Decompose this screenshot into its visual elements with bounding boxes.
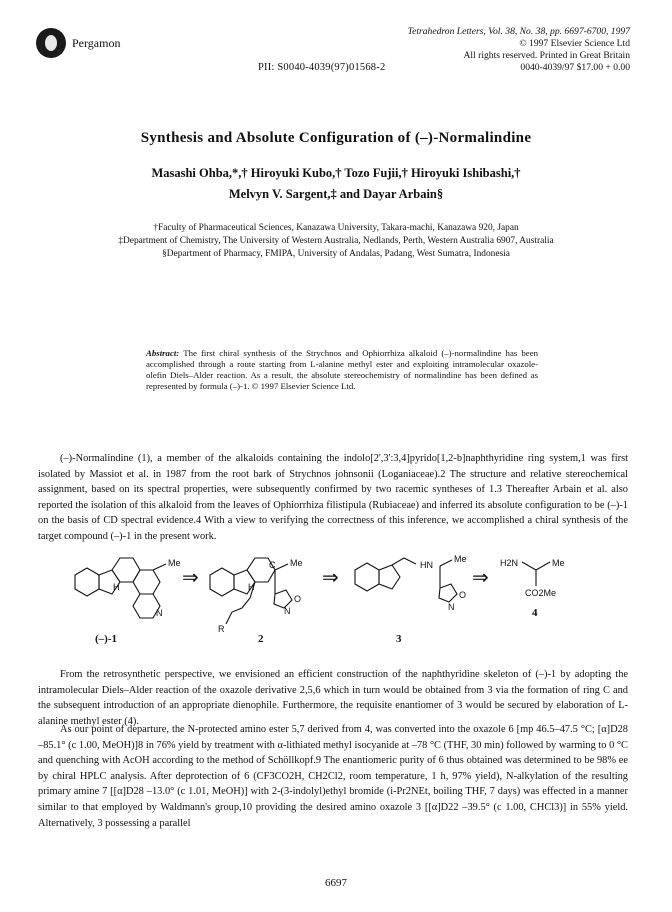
atom-label: R: [218, 624, 225, 634]
journal-line: Tetrahedron Letters, Vol. 38, No. 38, pp. 6697-6700, 1997: [407, 26, 630, 37]
author-list: [0, 163, 672, 205]
retro-arrow: ⇒: [182, 567, 199, 589]
publisher-name: Pergamon: [72, 36, 121, 50]
atom-label: H2N: [500, 558, 519, 568]
atom-label: H: [248, 582, 255, 592]
pii: PII: S0040-4039(97)01568-2: [258, 62, 386, 73]
affiliation: §Department of Pharmacy, FMIPA, University of Andalas, Padang, West Sumatra, Indonesia: [162, 249, 510, 259]
article-title: Synthesis and Absolute Configuration of (–)-Normalindine: [140, 130, 532, 146]
structure-3: [355, 558, 457, 602]
atom-label: N: [448, 602, 455, 612]
retro-arrow: ⇒: [322, 567, 339, 589]
atom-label: O: [459, 590, 467, 600]
retro-arrow: ⇒: [472, 567, 489, 589]
atom-label: Me: [454, 554, 467, 564]
affiliations: [0, 222, 672, 261]
compound-label: 4: [532, 607, 538, 619]
page-number: 6697: [325, 877, 347, 889]
intro-paragraph: (–)-Normalindine (1), a member of the alkaloids containing the indolo[2',3':3,4]pyrido[1,2-b]naphthyridine ring system,1 was first isolated by Massiot et al. in 1987 from the root bark of Strychnos johnsonii (Loganiaceae).2 The structure and relative stereochemical assignment, based on its spectral properties, were subsequently confirmed by two racemic syntheses of 1.3 Thereafter Arbain et al. also reported the isolation of this alkaloid from the leaves of Ophiorrhiza filistipula (Rubiaceae) and inferred its absolute configuration to be (–)-1 on the basis of CD spectral evidence.4 With a view to verifying the correctness of this inference, we accomplished a chiral synthesis of the target compound (–)-1 in the present work.: [38, 453, 628, 542]
atom-label: N: [284, 606, 291, 616]
structure-1: [75, 558, 166, 618]
atom-label: O: [294, 594, 302, 604]
pergamon-logo: [36, 28, 66, 58]
compound-label: 2: [258, 633, 264, 645]
atom-label: CO2Me: [525, 588, 557, 598]
atom-label: HN: [420, 560, 433, 570]
atom-label: N: [156, 608, 163, 618]
abstract-label: Abstract:: [146, 348, 180, 358]
abstract: [146, 348, 538, 392]
atom-label: H: [113, 582, 120, 592]
journal-reference: [350, 26, 630, 74]
atom-label: C: [269, 560, 276, 570]
author-line: Masashi Ohba,*,† Hiroyuki Kubo,† Tozo Fujii,† Hiroyuki Ishibashi,†: [151, 166, 521, 180]
retrosynthesis-paragraph: From the retrosynthetic perspective, we envisioned an efficient construction of the naphthyridine skeleton of (–)-1 by adopting the intramolecular Diels–Alder reaction of the oxazole derivative 2,5,6 which in turn would be obtained from 3 via the formation of ring C and the subsequent introduction of an appropriate dienophile. Furthermore, the requisite enantiomer of 3 would be secured by elaboration of L-alanine methyl ester (4).: [38, 669, 628, 727]
author-line: Melvyn V. Sargent,‡ and Dayar Arbain§: [228, 187, 444, 201]
journal-line: © 1997 Elsevier Science Ltd: [519, 38, 630, 49]
journal-line: 0040-4039/97 $17.00 + 0.00: [520, 62, 630, 73]
compound-label: 3: [396, 633, 402, 645]
retrosynthesis-scheme: [70, 548, 590, 648]
journal-line: All rights reserved. Printed in Great Britain: [463, 50, 630, 61]
affiliation: †Faculty of Pharmaceutical Sciences, Kanazawa University, Takara-machi, Kanazawa 920, Japan: [153, 223, 519, 233]
affiliation: ‡Department of Chemistry, The University of Western Australia, Nedlands, Perth, Western Australia 6907, Australia: [118, 236, 554, 246]
structure-4: [522, 562, 550, 586]
atom-label: Me: [168, 558, 181, 568]
atom-label: Me: [552, 558, 565, 568]
abstract-text: The first chiral synthesis of the Strychnos and Ophiorrhiza alkaloid (–)-normalindine has been accomplished through a route starting from L-alanine methyl ester and exploiting intramolecular oxazole-olefin Diels–Alder reaction. As a result, the absolute stereochemistry of normalindine has been defined as represented by formula (–)-1. © 1997 Elsevier Science Ltd.: [146, 348, 538, 391]
compound-label: (–)-1: [95, 633, 117, 645]
synthesis-paragraph: As our point of departure, the N-protected amino ester 5,7 derived from 4, was converted into the oxazole 6 [mp 46.5–47.5 °C; [α]D28 –85.1° (c 1.00, MeOH)]8 in 76% yield by treatment with α-lithiated methyl isocyanide at –78 °C (THF, 30 min) followed by warming to 0 °C and quenching with AcOH according to the method of Schöllkopf.9 The enantiomeric purity of 6 thus obtained was determined to be 98% ee by chiral HPLC analysis. After deprotection of 6 (CF3CO2H, CH2Cl2, room temperature, 1 h, 97% yield), N-alkylation of the resulting primary amine 7 [[α]D28 –13.0° (c 1.01, MeOH)] with 2-(3-indolyl)ethyl bromide (i-Pr2NEt, boiling THF, 7 days) was effected in a manner similar to that employed by Waldmann's group,10 providing the desired amino oxazole 3 [[α]D22 –39.5° (c 1.00, CHCl3)] in 55% yield. Alternatively, 3 possessing a parallel: [38, 724, 628, 829]
atom-label: Me: [290, 558, 303, 568]
